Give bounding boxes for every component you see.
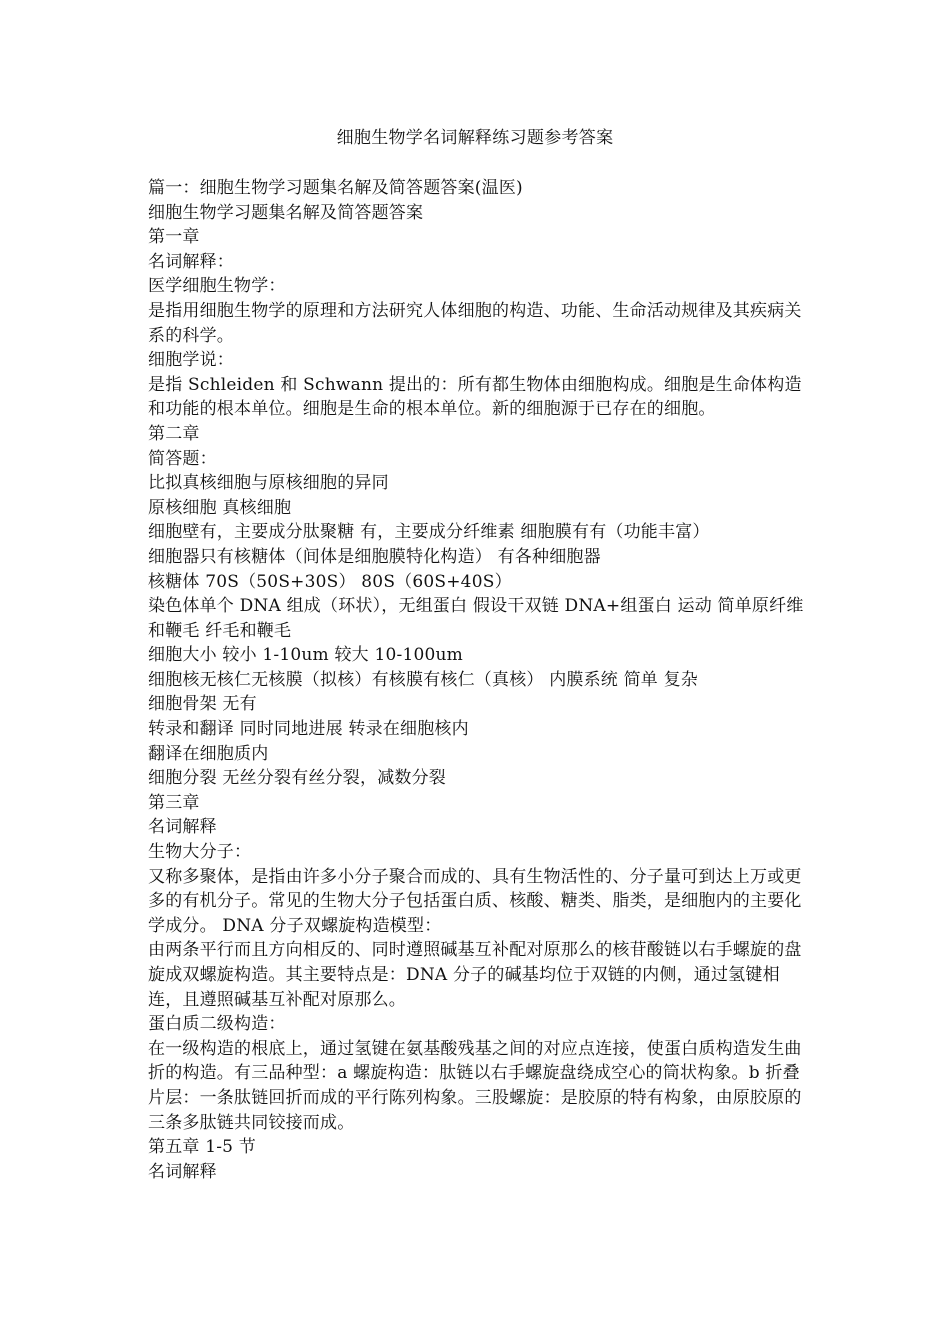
subtitle: 细胞生物学习题集名解及简答题答案 bbox=[148, 202, 424, 223]
comparison-line: 翻译在细胞质内 bbox=[148, 743, 269, 764]
question: 比拟真核细胞与原核细胞的异同 bbox=[148, 473, 389, 494]
document-body bbox=[148, 176, 808, 1184]
paragraph: 是指 Schleiden 和 Schwann 提出的：所有都生物体由细胞构成。细胞是生命体构造和功能的根本单位。细胞是生命的根本单位。新的细胞源于已存在的细胞。 bbox=[148, 374, 802, 420]
paragraph: 由两条平行而且方向相反的、同时遵照碱基互补配对原那么的核苷酸链以右手螺旋的盘旋成双螺旋构造。其主要特点是：DNA 分子的碱基均位于双链的内侧，通过氢键相连，且遵照碱基互补配对原那么。 bbox=[148, 940, 802, 1010]
comparison-line: 原核细胞 真核细胞 bbox=[148, 497, 292, 518]
subheading: 名词解释： bbox=[148, 251, 234, 272]
comparison-line: 细胞核无核仁无核膜（拟核）有核膜有核仁（真核） 内膜系统 简单 复杂 bbox=[148, 669, 699, 690]
document-title: 细胞生物学名词解释练习题参考答案 bbox=[336, 128, 614, 148]
comparison-line: 细胞器只有核糖体（间体是细胞膜特化构造） 有各种细胞器 bbox=[148, 546, 601, 567]
subheading: 名词解释 bbox=[148, 817, 217, 838]
chapter-heading: 第三章 bbox=[148, 792, 200, 813]
subheading: 简答题： bbox=[148, 448, 217, 469]
term: 细胞学说： bbox=[148, 350, 234, 371]
comparison-line: 细胞骨架 无有 bbox=[148, 694, 257, 715]
comparison-line: 转录和翻译 同时同地进展 转录在细胞核内 bbox=[148, 719, 469, 740]
comparison-line: 细胞大小 较小 1-10um 较大 10-100um bbox=[148, 645, 463, 666]
comparison-line: 细胞壁有，主要成分肽聚糖 有，主要成分纤维素 细胞膜有有（功能丰富） bbox=[148, 522, 710, 543]
chapter-heading: 第二章 bbox=[148, 423, 200, 444]
term: 生物大分子： bbox=[148, 842, 252, 863]
paragraph: 又称多聚体，是指由许多小分子聚合而成的、具有生物活性的、分子量可到达上万或更多的有机分子。常见的生物大分子包括蛋白质、核酸、糖类、脂类，是细胞内的主要化学成分。 DNA 分子双螺旋构造模型： bbox=[148, 866, 802, 936]
subheading: 名词解释 bbox=[148, 1161, 217, 1182]
chapter-heading: 第五章 1-5 节 bbox=[148, 1137, 256, 1158]
comparison-line: 染色体单个 DNA 组成（环状），无组蛋白 假设干双链 DNA+组蛋白 运动 简单原纤维和鞭毛 纤毛和鞭毛 bbox=[148, 596, 804, 641]
term: 医学细胞生物学： bbox=[148, 276, 286, 297]
comparison-line: 细胞分裂 无丝分裂有丝分裂，减数分裂 bbox=[148, 768, 447, 789]
comparison-line: 核糖体 70S（50S+30S） 80S（60S+40S） bbox=[148, 571, 512, 592]
paragraph: 是指用细胞生物学的原理和方法研究人体细胞的构造、功能、生命活动规律及其疾病关系的科学。 bbox=[148, 300, 802, 346]
term: 蛋白质二级构造： bbox=[148, 1014, 286, 1035]
chapter-heading: 第一章 bbox=[148, 227, 200, 248]
paragraph: 在一级构造的根底上，通过氢键在氨基酸残基之间的对应点连接，使蛋白质构造发生曲折的构造。有三品种型：a 螺旋构造：肽链以右手螺旋盘绕成空心的筒状构象。b 折叠片层：一条肽链回折而成的平行陈列构象。三股螺旋：是胶原的特有构象，由原胶原的三条多肽链共同铰接而成。 bbox=[148, 1038, 802, 1133]
section-heading: 篇一：细胞生物学习题集名解及简答题答案(温医) bbox=[148, 178, 523, 198]
